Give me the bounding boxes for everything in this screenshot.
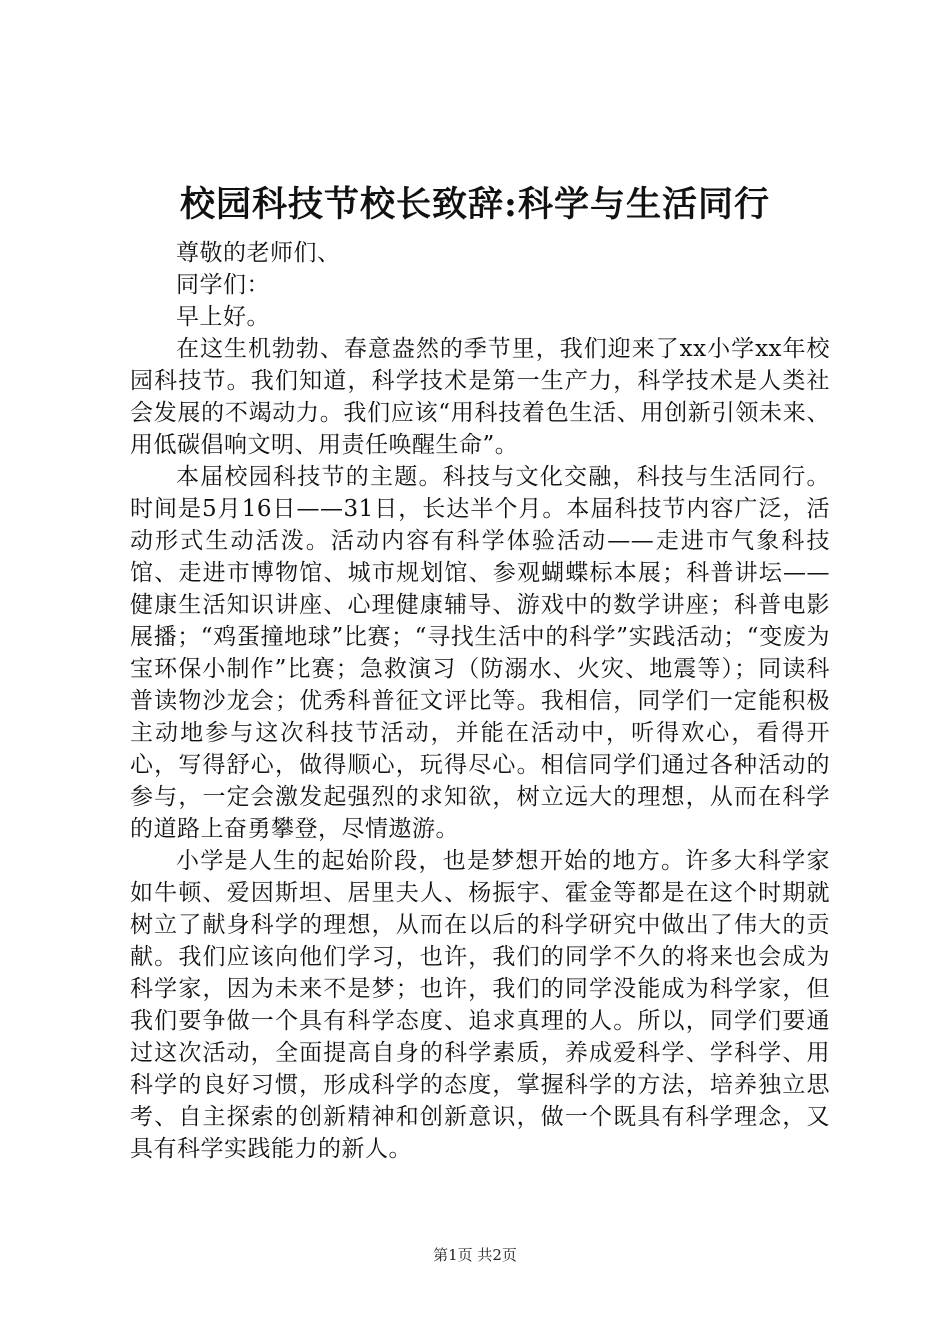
paragraph-theme: 本届校园科技节的主题。科技与文化交融，科技与生活同行。时间是5月16日——31日，长达半个月。本届科技节内容广泛，活动形式生动活泼。活动内容有科学体验活动——走进市气象科技馆、走进市博物馆、城市规划馆、参观蝴蝶标本展；科普讲坛——健康生活知识讲座、心理健康辅导、游戏中的数学讲座；科普电影展播；“鸡蛋撞地球”比赛；“寻找生活中的科学”实践活动；“变废为宝环保小制作”比赛；急救演习（防溺水、火灾、地震等）；同读科普读物沙龙会；优秀科普征文评比等。我相信，同学们一定能积极主动地参与这次科技节活动，并能在活动中，听得欢心，看得开心，写得舒心，做得顺心，玩得尽心。相信同学们通过各种活动的参与，一定会激发起强烈的求知欲，树立远大的理想，从而在科学的道路上奋勇攀登，尽情遨游。 bbox=[130, 464, 830, 842]
document-title: 校园科技节校长致辞:科学与生活同行 bbox=[180, 184, 770, 225]
paragraph-intro: 在这生机勃勃、春意盎然的季节里，我们迎来了xx小学xx年校园科技节。我们知道，科学技术是第一生产力，科学技术是人类社会发展的不竭动力。我们应该“用科技着色生活、用创新引领未来、用低碳倡响文明、用责任唤醒生命”。 bbox=[130, 336, 830, 458]
salutation-line-1: 尊敬的老师们、 bbox=[176, 240, 341, 266]
paragraph-inspiration: 小学是人生的起始阶段，也是梦想开始的地方。许多大科学家如牛顿、爱因斯坦、居里夫人、杨振宇、霍金等都是在这个时期就树立了献身科学的理想，从而在以后的科学研究中做出了伟大的贡献。我们应该向他们学习，也许，我们的同学不久的将来也会成为科学家，因为未来不是梦；也许，我们的同学没能成为科学家，但我们要争做一个具有科学态度、追求真理的人。所以，同学们要通过这次活动，全面提高自身的科学素质，养成爱科学、学科学、用科学的良好习惯，形成科学的态度，掌握科学的方法，培养独立思考、自主探索的创新精神和创新意识，做一个既具有科学理念，又具有科学实践能力的新人。 bbox=[130, 848, 830, 1162]
document-body bbox=[130, 237, 830, 1165]
page-footer: 第1页 共2页 bbox=[433, 1246, 517, 1264]
salutation-line-2: 同学们： bbox=[176, 272, 270, 298]
greeting: 早上好。 bbox=[176, 304, 270, 330]
